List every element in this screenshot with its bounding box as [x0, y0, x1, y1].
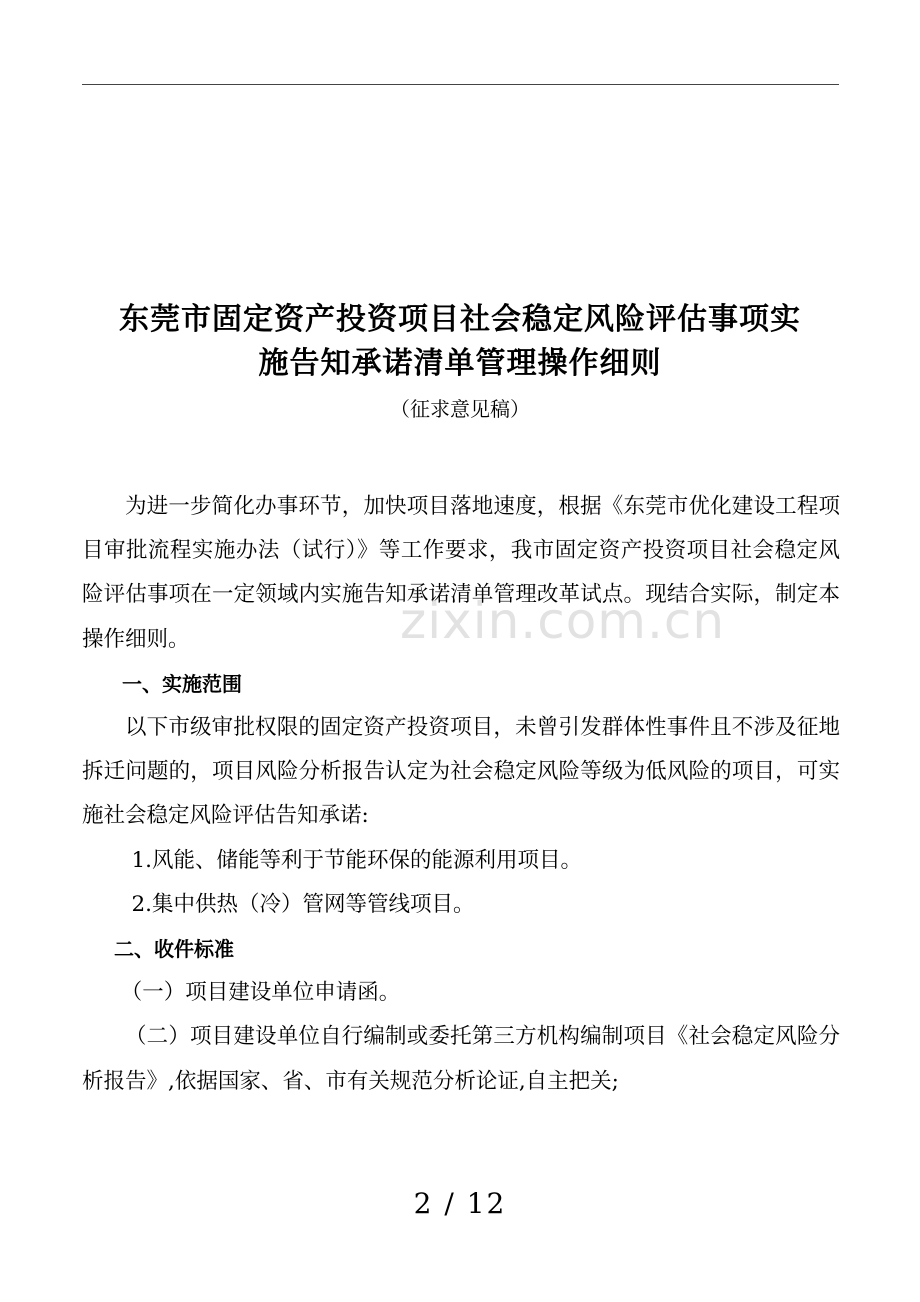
list-item-1: 1.风能、储能等利于节能环保的能源利用项目。: [131, 847, 582, 873]
title-line-1: 东莞市固定资产投资项目社会稳定风险评估事项实: [119, 302, 801, 337]
document-title: [70, 298, 850, 386]
section-1-heading: 一、实施范围: [122, 671, 242, 696]
title-line-2: 施告知承诺清单管理操作细则: [258, 346, 662, 381]
section-1-body: 以下市级审批权限的固定资产投资项目，未曾引发群体性事件且不涉及征地拆迁问题的，项目风险分析报告认定为社会稳定风险等级为低风险的项目，可实施社会稳定风险评估告知承诺:: [82, 715, 840, 829]
section-2-heading: 二、收件标准: [114, 937, 234, 962]
watermark-text: zixin.com.cn: [400, 592, 726, 650]
sub-item-2: （二）项目建设单位自行编制或委托第三方机构编制项目《社会稳定风险分析报告》,依据国家、省、市有关规范分析论证,自主把关;: [82, 1024, 840, 1094]
document-body: [82, 485, 840, 1104]
intro-paragraph: 为进一步简化办事环节，加快项目落地速度，根据《东莞市优化建设工程项目审批流程实施办法（试行）》等工作要求，我市固定资产投资项目社会稳定风险评估事项在一定领域内实施告知承诺清单管理改革试点。现结合实际，制定本操作细则。: [82, 494, 840, 652]
sub-item-1: （一）项目建设单位申请函。: [120, 980, 401, 1006]
document-subtitle: （征求意见稿）: [390, 397, 530, 421]
header-rule: [82, 84, 839, 85]
list-item-2: 2.集中供热（冷）管网等管线项目。: [131, 891, 475, 917]
page-number: 2 / 12: [413, 1187, 507, 1220]
